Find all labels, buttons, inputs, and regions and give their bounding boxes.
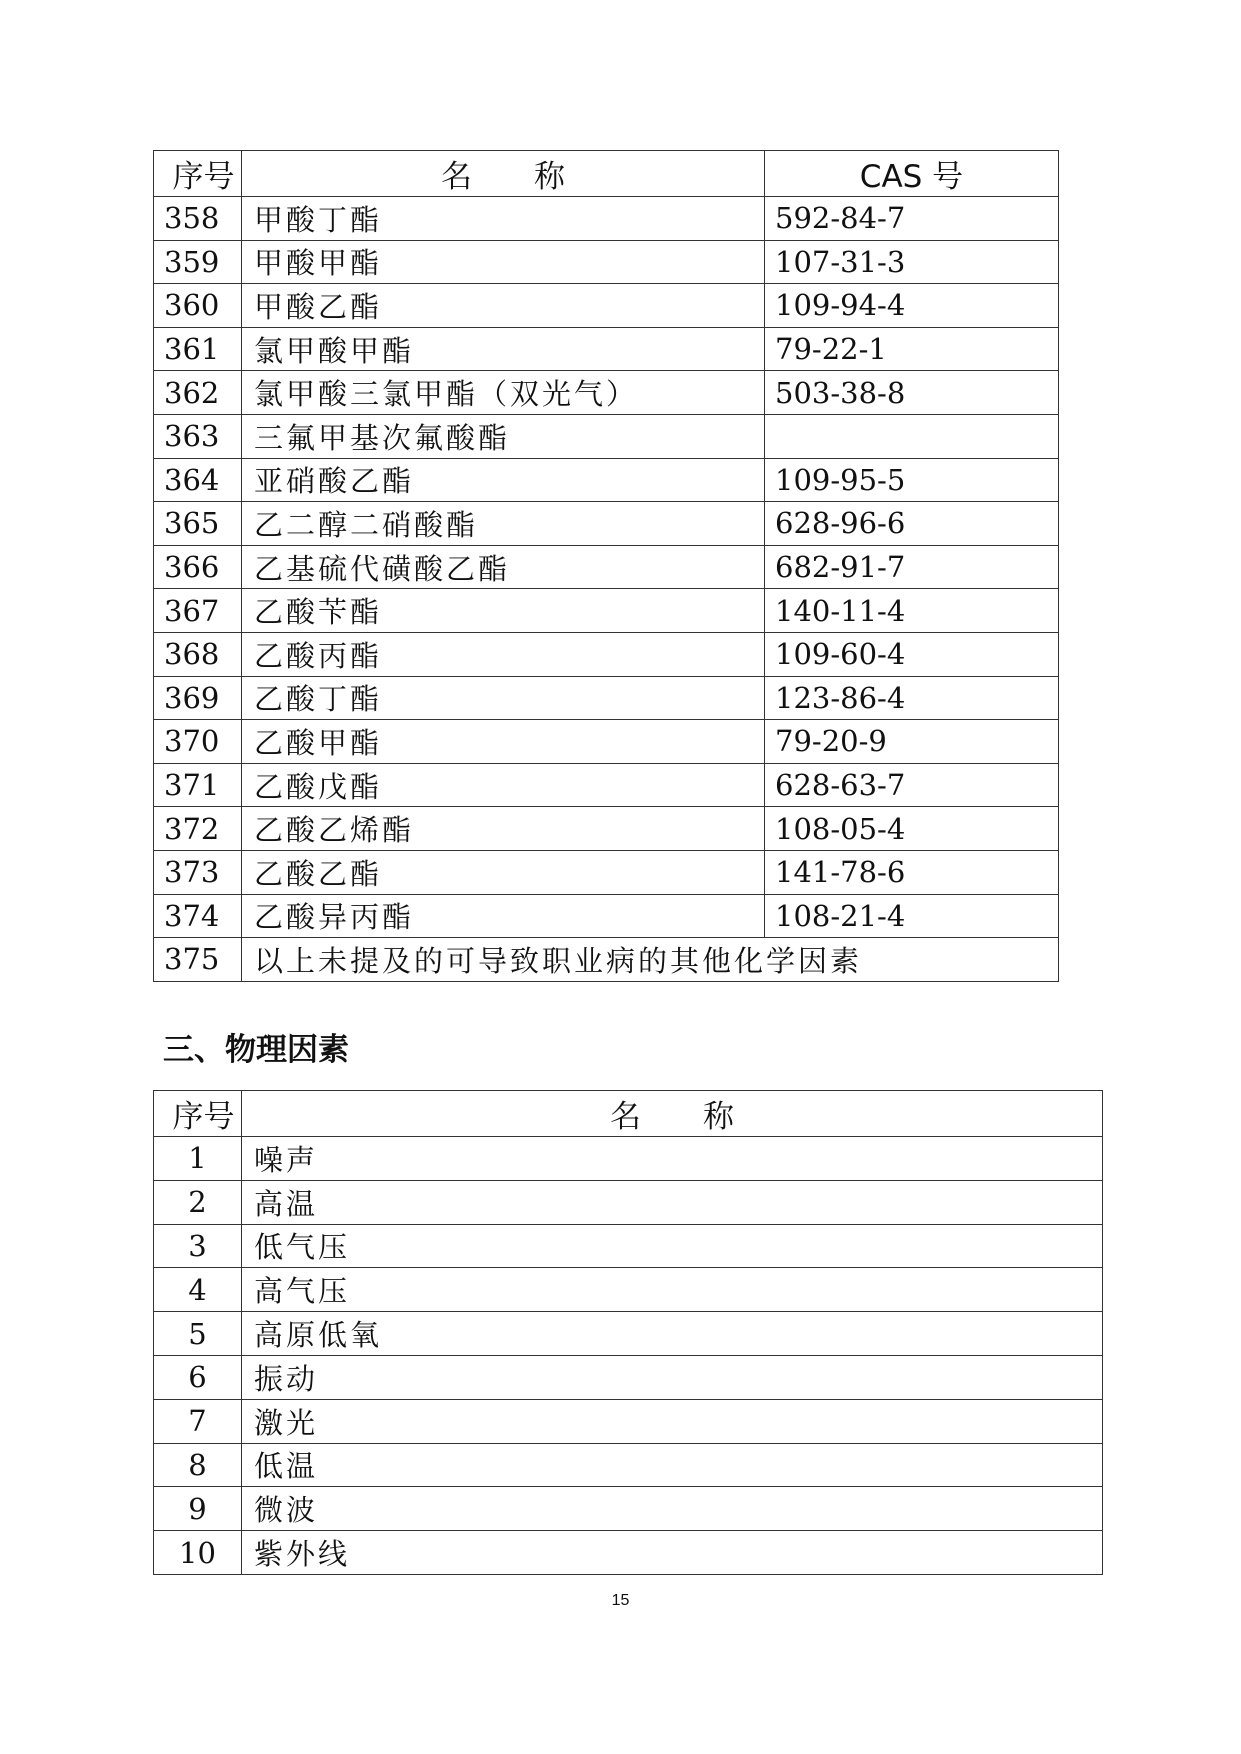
row-name: 高温 xyxy=(242,1180,1103,1224)
table-row xyxy=(154,589,1059,633)
row-name: 亚硝酸乙酯 xyxy=(242,458,765,502)
row-cas: 503-38-8 xyxy=(765,371,1059,415)
table-row xyxy=(154,414,1059,458)
row-name: 氯甲酸三氯甲酯（双光气） xyxy=(242,371,765,415)
row-name: 高原低氧 xyxy=(242,1312,1103,1356)
table-row xyxy=(154,1399,1103,1443)
row-name: 乙酸丁酯 xyxy=(242,676,765,720)
row-cas: 107-31-3 xyxy=(765,240,1059,284)
row-index: 366 xyxy=(154,545,242,589)
row-name: 乙酸丙酯 xyxy=(242,632,765,676)
row-cas: 108-05-4 xyxy=(765,807,1059,851)
table-row xyxy=(154,1180,1103,1224)
table-row xyxy=(154,240,1059,284)
row-index: 370 xyxy=(154,720,242,764)
table-row xyxy=(154,327,1059,371)
table-row xyxy=(154,632,1059,676)
table-row xyxy=(154,371,1059,415)
row-index: 6 xyxy=(154,1355,242,1399)
table-row xyxy=(154,1224,1103,1268)
row-cas: 140-11-4 xyxy=(765,589,1059,633)
header-cas: CAS 号 xyxy=(765,151,1059,197)
row-cas: 628-96-6 xyxy=(765,502,1059,546)
row-index: 9 xyxy=(154,1487,242,1531)
row-name: 低温 xyxy=(242,1443,1103,1487)
table-row xyxy=(154,284,1059,328)
table-row xyxy=(154,1355,1103,1399)
row-cas: 79-20-9 xyxy=(765,720,1059,764)
row-index: 359 xyxy=(154,240,242,284)
row-index: 360 xyxy=(154,284,242,328)
section-heading: 三、物理因素 xyxy=(163,1032,349,1068)
row-index: 375 xyxy=(154,938,242,982)
row-name: 低气压 xyxy=(242,1224,1103,1268)
table-row xyxy=(154,807,1059,851)
table-header-row xyxy=(154,1091,1103,1137)
row-index: 368 xyxy=(154,632,242,676)
row-name: 甲酸乙酯 xyxy=(242,284,765,328)
row-index: 372 xyxy=(154,807,242,851)
row-name: 乙二醇二硝酸酯 xyxy=(242,502,765,546)
row-cas: 109-94-4 xyxy=(765,284,1059,328)
table-row xyxy=(154,894,1059,938)
row-cas: 109-60-4 xyxy=(765,632,1059,676)
row-cas: 109-95-5 xyxy=(765,458,1059,502)
row-index: 363 xyxy=(154,414,242,458)
table-row xyxy=(154,938,1059,982)
header-index: 序号 xyxy=(154,151,242,197)
row-index: 374 xyxy=(154,894,242,938)
row-index: 5 xyxy=(154,1312,242,1356)
header-name: 名 称 xyxy=(242,151,765,197)
row-name: 甲酸甲酯 xyxy=(242,240,765,284)
row-name: 甲酸丁酯 xyxy=(242,197,765,241)
row-name: 乙酸苄酯 xyxy=(242,589,765,633)
row-name: 乙酸乙烯酯 xyxy=(242,807,765,851)
row-name: 三氟甲基次氟酸酯 xyxy=(242,414,765,458)
row-index: 362 xyxy=(154,371,242,415)
row-cas: 79-22-1 xyxy=(765,327,1059,371)
table-row xyxy=(154,197,1059,241)
table-row xyxy=(154,1137,1103,1181)
row-cas: 141-78-6 xyxy=(765,850,1059,894)
row-index: 371 xyxy=(154,763,242,807)
row-name: 高气压 xyxy=(242,1268,1103,1312)
row-index: 2 xyxy=(154,1180,242,1224)
header-index: 序号 xyxy=(154,1091,242,1137)
table-row xyxy=(154,1487,1103,1531)
table-row xyxy=(154,502,1059,546)
row-index: 3 xyxy=(154,1224,242,1268)
table-row xyxy=(154,720,1059,764)
row-cas xyxy=(765,414,1059,458)
row-name: 乙基硫代磺酸乙酯 xyxy=(242,545,765,589)
row-index: 365 xyxy=(154,502,242,546)
row-index: 367 xyxy=(154,589,242,633)
row-index: 361 xyxy=(154,327,242,371)
table-row xyxy=(154,545,1059,589)
table-row xyxy=(154,458,1059,502)
table-row xyxy=(154,676,1059,720)
row-cas: 123-86-4 xyxy=(765,676,1059,720)
table-row xyxy=(154,1312,1103,1356)
table-row xyxy=(154,1268,1103,1312)
chemical-factors-table xyxy=(153,150,1059,982)
row-name: 乙酸甲酯 xyxy=(242,720,765,764)
row-index: 358 xyxy=(154,197,242,241)
row-index: 364 xyxy=(154,458,242,502)
row-index: 4 xyxy=(154,1268,242,1312)
page-number: 15 xyxy=(611,1592,630,1609)
table-row xyxy=(154,850,1059,894)
row-name: 激光 xyxy=(242,1399,1103,1443)
row-index: 369 xyxy=(154,676,242,720)
row-index: 8 xyxy=(154,1443,242,1487)
row-cas: 108-21-4 xyxy=(765,894,1059,938)
row-cas: 592-84-7 xyxy=(765,197,1059,241)
row-name: 噪声 xyxy=(242,1137,1103,1181)
header-name: 名 称 xyxy=(242,1091,1103,1137)
row-name: 紫外线 xyxy=(242,1531,1103,1575)
row-index: 7 xyxy=(154,1399,242,1443)
table-row xyxy=(154,1443,1103,1487)
row-name: 微波 xyxy=(242,1487,1103,1531)
row-cas: 628-63-7 xyxy=(765,763,1059,807)
table-row xyxy=(154,763,1059,807)
row-name: 振动 xyxy=(242,1355,1103,1399)
row-name: 乙酸乙酯 xyxy=(242,850,765,894)
row-index: 373 xyxy=(154,850,242,894)
table-header-row xyxy=(154,151,1059,197)
table-row xyxy=(154,1531,1103,1575)
row-index: 10 xyxy=(154,1531,242,1575)
row-name: 以上未提及的可导致职业病的其他化学因素 xyxy=(242,938,1059,982)
row-name: 乙酸异丙酯 xyxy=(242,894,765,938)
row-cas: 682-91-7 xyxy=(765,545,1059,589)
row-name: 氯甲酸甲酯 xyxy=(242,327,765,371)
row-index: 1 xyxy=(154,1137,242,1181)
physical-factors-table xyxy=(153,1090,1103,1575)
row-name: 乙酸戊酯 xyxy=(242,763,765,807)
